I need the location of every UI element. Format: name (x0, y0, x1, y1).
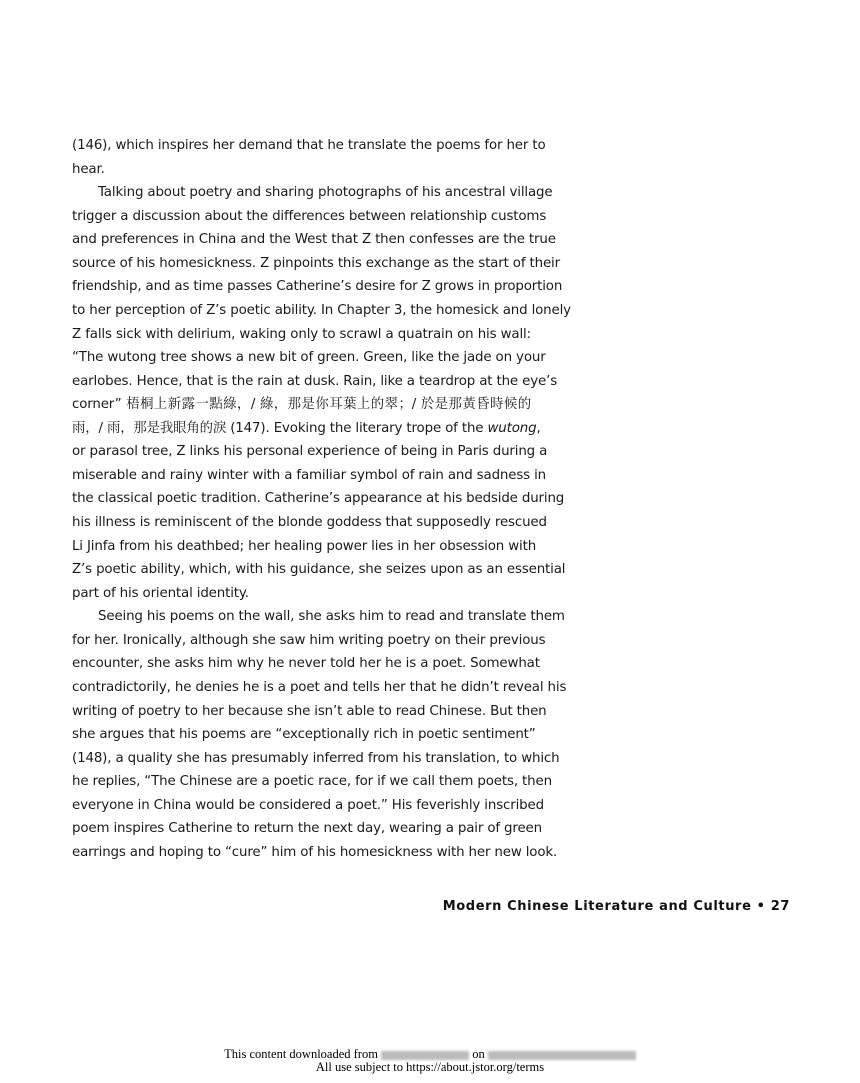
text-line: the classical poetic tradition. Catherine’s appearance at his bedside during (72, 491, 565, 507)
redacted-ip (381, 1051, 469, 1060)
running-footer (443, 899, 790, 914)
download-notice (0, 1048, 860, 1074)
text-line: Li Jinfa from his deathbed; her healing power lies in her obsession with (72, 538, 537, 554)
text-line: she argues that his poems are “exceptionally rich in poetic sentiment” (72, 727, 536, 743)
text-line: Talking about poetry and sharing photographs of his ancestral village (98, 185, 553, 201)
body-text (72, 134, 571, 864)
footer-separator: • (756, 899, 766, 914)
text-line: miserable and rainy winter with a familiar symbol of rain and sadness in (72, 467, 547, 483)
terms-notice: All use subject to https://about.jstor.org/terms (315, 1060, 545, 1074)
text-line: part of his oriental identity. (72, 585, 249, 601)
text-line: his illness is reminiscent of the blonde goddess that supposedly rescued (72, 515, 547, 530)
redacted-timestamp (488, 1051, 636, 1060)
text-line: to her perception of Z’s poetic ability. In Chapter 3, the homesick and lonely (72, 302, 571, 318)
text-line: hear. (72, 161, 105, 177)
text-line: Seeing his poems on the wall, she asks him to read and translate them (98, 609, 565, 625)
text-line: or parasol tree, Z links his personal experience of being in Paris during a (72, 444, 548, 460)
page-number: 27 (770, 899, 790, 914)
text-line: for her. Ironically, although she saw him writing poetry on their previous (72, 632, 546, 648)
text-line (72, 417, 541, 441)
text-line: everyone in China would be considered a poet.” His feverishly inscribed (72, 797, 544, 813)
text-line: earrings and hoping to “cure” him of his homesickness with her new look. (72, 844, 558, 860)
text-line: corner” 梧桐上新露一點綠，/ 綠，那是你耳葉上的翠；/ 於是那黃昏時候的 (72, 397, 531, 413)
text-line: Z’s poetic ability, which, with his guidance, she seizes upon as an essential (72, 562, 566, 578)
text-line: encounter, she asks him why he never told her he is a poet. Somewhat (72, 656, 540, 672)
download-prefix: This content downloaded from (224, 1047, 378, 1061)
text-line: he replies, “The Chinese are a poetic race, for if we call them poets, then (72, 774, 552, 790)
text-line: friendship, and as time passes Catherine’s desire for Z grows in proportion (72, 279, 563, 295)
italic-term: wutong (487, 420, 537, 436)
text-segment: 雨，/ 雨，那是我眼角的淚 (147). Evoking the literary trope of the (72, 420, 488, 436)
text-line: source of his homesickness. Z pinpoints this exchange as the start of their (72, 255, 560, 271)
text-line: contradictorily, he denies he is a poet and tells her that he didn’t reveal his (72, 679, 567, 695)
text-line: writing of poetry to her because she isn’t able to read Chinese. But then (72, 703, 547, 719)
text-line: trigger a discussion about the differences between relationship customs (72, 208, 547, 224)
text-line: (146), which inspires her demand that he translate the poems for her to (72, 138, 546, 153)
text-line: “The wutong tree shows a new bit of green. Green, like the jade on your (72, 350, 546, 366)
text-segment: , (536, 420, 541, 436)
download-notice-line-1 (0, 1048, 860, 1061)
journal-title: Modern Chinese Literature and Culture (442, 899, 752, 914)
text-line: (148), a quality she has presumably inferred from his translation, to which (72, 750, 560, 766)
text-line: poem inspires Catherine to return the next day, wearing a pair of green (72, 821, 542, 837)
text-line: earlobes. Hence, that is the rain at dusk. Rain, like a teardrop at the eye’s (72, 373, 558, 389)
text-line: Z falls sick with delirium, waking only to scrawl a quatrain on his wall: (72, 326, 531, 342)
text-line: and preferences in China and the West that Z then confesses are the true (72, 232, 556, 248)
download-on: on (472, 1047, 485, 1061)
